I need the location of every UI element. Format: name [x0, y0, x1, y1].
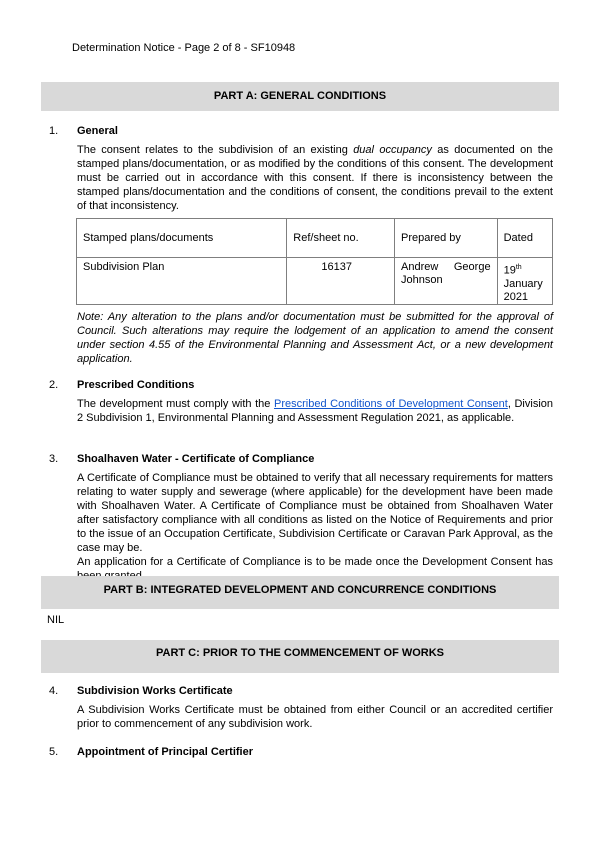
condition-5-number: 5. [49, 746, 59, 758]
condition-2-title: Prescribed Conditions [77, 379, 195, 391]
condition-4-number: 4. [49, 685, 59, 697]
condition-4-title: Subdivision Works Certificate [77, 685, 233, 697]
cell-dated: 19th January 2021 [497, 258, 552, 305]
part-b-nil: NIL [47, 614, 65, 626]
col-header-dated: Dated [497, 219, 552, 258]
part-c-heading: PART C: PRIOR TO THE COMMENCEMENT OF WORKS [41, 640, 559, 673]
part-b-heading: PART B: INTEGRATED DEVELOPMENT AND CONCURRENCE CONDITIONS [41, 576, 559, 609]
condition-5-title: Appointment of Principal Certifier [77, 746, 254, 758]
cell-document: Subdivision Plan [77, 258, 287, 305]
condition-3-text: A Certificate of Compliance must be obtained to verify that all necessary requirements for matters relating to water supply and sewerage (where applicable) for the development have been made with Shoalhaven Water. A Certificate of Compliance must be obtained from Shoalhaven Water after satisfactory compliance with all conditions as listed on the Notice of Requirements and prior to the issue of an Occupation Certificate, Subdivision Certificate or Caravan Park Approval, as the case may be. An application for a Certificate of Compliance is to be made once the Development Consent has [77, 472, 553, 568]
condition-2-text: The development must comply with the Prescribed Conditions of Development Consent, Division 2 Subdivision 1, Environmental Planning and Assessment Regulation 2021, as applicable. [77, 398, 553, 424]
condition-4-text: A Subdivision Works Certificate must be obtained from either Council or an accredited certifier prior to commencement of any subdivision work. [77, 704, 553, 730]
condition-3-title: Shoalhaven Water - Certificate of Compliance [77, 453, 315, 465]
condition-3-number: 3. [49, 453, 59, 465]
condition-1-number: 1. [49, 125, 59, 137]
condition-1-text: The consent relates to the subdivision of an existing dual occupancy as documented on the stamped plans/documentation, or as modified by the conditions of this consent. The development must be carried out in accordance with this consent. If there is inconsistency between the stamped plans/documentation and the conditions of consent, the conditions prevail to the extent of that inconsistency. [77, 144, 553, 212]
dual-occupancy-term: dual occupancy [353, 144, 432, 156]
stamped-plans-table [76, 218, 553, 305]
cell-prepared-by: Andrew George Johnson [395, 258, 498, 305]
prescribed-conditions-link[interactable]: Prescribed Conditions of Development Consent [273, 398, 508, 410]
col-header-documents: Stamped plans/documents [77, 219, 287, 258]
part-a-heading: PART A: GENERAL CONDITIONS [41, 82, 559, 111]
page-header: Determination Notice - Page 2 of 8 - SF10948 [72, 42, 296, 54]
condition-1-note: Note: Any alteration to the plans and/or documentation must be submitted for the approval of Council. Such alterations may require the lodgement of an application to amend the consent under section 4.55 of the Environmental Planning and Assessment Act, or a new development application. [77, 311, 553, 365]
col-header-ref: Ref/sheet no. [287, 219, 395, 258]
col-header-prepared: Prepared by [395, 219, 498, 258]
table-header-row [77, 219, 553, 258]
condition-1-title: General [77, 125, 118, 137]
table-row [77, 258, 553, 305]
condition-2-number: 2. [49, 379, 59, 391]
cell-ref: 16137 [287, 258, 395, 305]
